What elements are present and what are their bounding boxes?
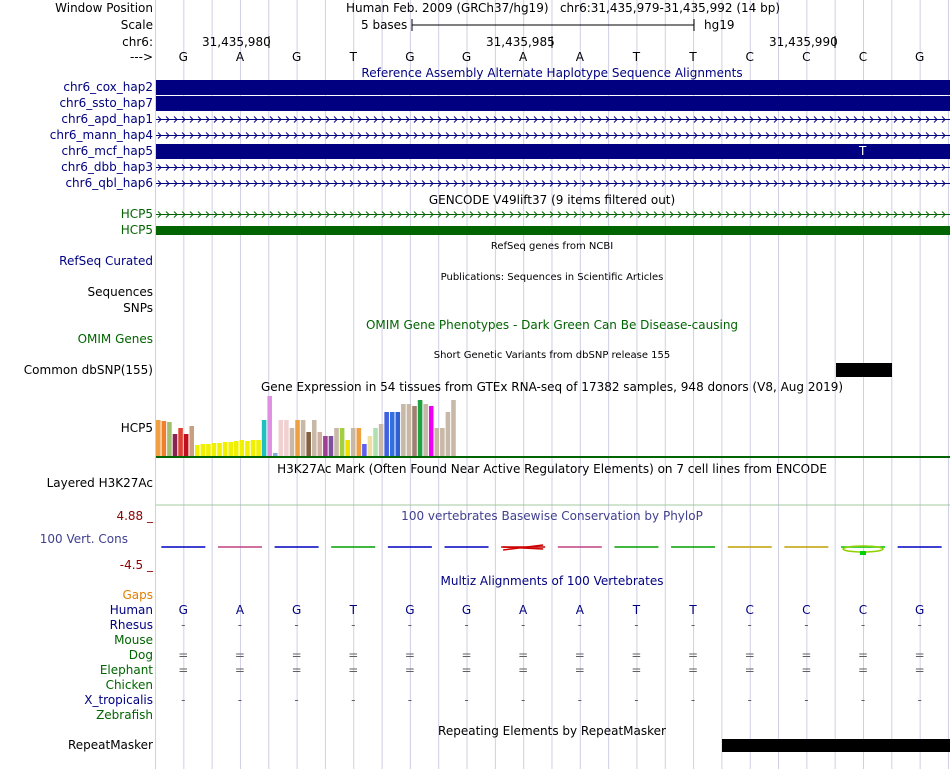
alignment-base: = bbox=[744, 663, 755, 677]
alignment-base: = bbox=[744, 648, 755, 662]
gtex-tissue-bar bbox=[412, 406, 417, 456]
reference-base: G bbox=[178, 50, 188, 64]
reference-base: G bbox=[405, 50, 415, 64]
alignment-base: C bbox=[802, 603, 811, 617]
alignment-base: - bbox=[634, 618, 639, 632]
alignment-base: = bbox=[914, 663, 925, 677]
alignment-base: - bbox=[804, 618, 809, 632]
gtex-tissue-bar bbox=[267, 396, 272, 456]
species-label-x-tropicalis[interactable]: X_tropicalis bbox=[84, 693, 153, 707]
gtex-tissue-bar bbox=[407, 404, 412, 456]
gtex-tissue-bar bbox=[440, 428, 445, 456]
gtex-tissue-bar bbox=[206, 444, 211, 456]
gtex-tissue-bar bbox=[189, 426, 194, 456]
alignment-base: = bbox=[291, 663, 302, 677]
gtex-tissue-bar bbox=[195, 445, 200, 456]
alignment-base: = bbox=[178, 663, 189, 677]
track-label-snps[interactable]: SNPs bbox=[123, 301, 153, 315]
gtex-tissue-bar bbox=[396, 412, 401, 456]
gtex-tissue-bar bbox=[357, 428, 362, 456]
track-label-hcp5-gene[interactable]: HCP5 bbox=[120, 223, 153, 237]
alignment-base: G bbox=[461, 603, 472, 617]
track-label-chr6-mcf-hap5[interactable]: chr6_mcf_hap5 bbox=[61, 144, 153, 158]
alignment-base: - bbox=[860, 693, 866, 707]
alignment-base: - bbox=[294, 693, 299, 707]
species-label-elephant[interactable]: Elephant bbox=[99, 663, 153, 677]
omim-track-title: OMIM Gene Phenotypes - Dark Green Can Be Disease-causing bbox=[365, 318, 739, 332]
alignment-base: A bbox=[235, 603, 245, 617]
gtex-tissue-bar bbox=[329, 436, 334, 456]
gtex-track-title: Gene Expression in 54 tissues from GTEx RNA-seq of 17382 samples, 948 donors (V8, Aug 2019) bbox=[260, 380, 844, 394]
alignment-base: G bbox=[291, 603, 302, 617]
alignment-base: - bbox=[407, 618, 413, 632]
reference-base: G bbox=[291, 50, 302, 64]
gtex-tissue-bar bbox=[345, 440, 350, 456]
alignment-base: - bbox=[464, 618, 469, 632]
alignment-base: - bbox=[181, 693, 186, 707]
alignment-base: = bbox=[461, 648, 472, 662]
alignment-base: = bbox=[857, 648, 869, 662]
track-label-omim-genes[interactable]: OMIM Genes bbox=[77, 332, 153, 346]
track-label-refseq-curated[interactable]: RefSeq Curated bbox=[59, 254, 153, 268]
alignment-base: = bbox=[914, 648, 925, 662]
alignment-base: = bbox=[518, 663, 529, 677]
haplotype-alignment-block bbox=[156, 144, 950, 159]
gtex-tissue-bar bbox=[418, 400, 423, 456]
gtex-tissue-bar bbox=[173, 434, 178, 456]
track-label-chr6-cox-hap2[interactable]: chr6_cox_hap2 bbox=[63, 80, 153, 94]
reference-base: T bbox=[349, 50, 357, 64]
gtex-tissue-bar bbox=[245, 441, 250, 456]
track-label-chr6-dbb-hap3[interactable]: chr6_dbb_hap3 bbox=[61, 160, 153, 174]
scale-text: 5 bases bbox=[361, 18, 408, 32]
alignment-base: - bbox=[747, 618, 752, 632]
gtex-tissue-bar bbox=[234, 441, 239, 456]
alignment-base: = bbox=[348, 663, 359, 677]
phylop-score-mark bbox=[860, 551, 866, 555]
refseq-track-title: RefSeq genes from NCBI bbox=[490, 241, 614, 252]
alignment-base: G bbox=[914, 603, 925, 617]
gtex-tissue-bar bbox=[368, 436, 373, 456]
alignment-base: - bbox=[520, 618, 526, 632]
gtex-tissue-bar bbox=[373, 428, 378, 456]
gtex-tissue-bar bbox=[167, 422, 172, 456]
alignment-base: = bbox=[574, 648, 585, 662]
gtex-tissue-bar bbox=[284, 420, 289, 456]
alignment-base: - bbox=[407, 693, 413, 707]
reference-base: G bbox=[914, 50, 925, 64]
gtex-tissue-bar bbox=[228, 442, 233, 456]
gtex-tissue-bar bbox=[323, 436, 328, 456]
alignment-base: = bbox=[348, 648, 359, 662]
track-label-100-vert-cons[interactable]: 100 Vert. Cons bbox=[39, 532, 128, 546]
haplotype-mismatch-base: T bbox=[859, 144, 867, 158]
track-label-repeatmasker[interactable]: RepeatMasker bbox=[67, 738, 153, 752]
gtex-tissue-bar bbox=[223, 442, 228, 456]
gtex-tissue-bar bbox=[240, 440, 245, 456]
scale-label: Scale bbox=[120, 18, 153, 32]
gtex-tissue-bar bbox=[184, 434, 189, 456]
alignment-base: = bbox=[178, 648, 189, 662]
gtex-tissue-bar bbox=[362, 444, 367, 456]
alignment-base: = bbox=[631, 648, 642, 662]
strand-arrow-label: ---> bbox=[129, 50, 153, 64]
gtex-tissue-bar bbox=[435, 428, 440, 456]
alignment-base: - bbox=[690, 618, 696, 632]
gtex-tissue-bar bbox=[262, 420, 267, 456]
alignment-base: - bbox=[294, 618, 299, 632]
species-label-zebrafish[interactable]: Zebrafish bbox=[96, 708, 153, 722]
multiz-track-title: Multiz Alignments of 100 Vertebrates bbox=[440, 574, 664, 588]
track-label-common-dbsnp[interactable]: Common dbSNP(155) bbox=[23, 363, 153, 377]
gtex-tissue-bar bbox=[312, 420, 317, 456]
gtex-tissue-bar bbox=[429, 406, 434, 456]
species-label-chicken[interactable]: Chicken bbox=[105, 678, 153, 692]
alignment-base: = bbox=[688, 663, 699, 677]
gtex-tissue-bar bbox=[351, 428, 356, 456]
track-label-hcp5-transcript[interactable]: HCP5 bbox=[120, 207, 153, 221]
alignment-base: = bbox=[801, 663, 812, 677]
gtex-tissue-bar bbox=[201, 444, 206, 456]
alignment-base: - bbox=[237, 693, 243, 707]
alignment-base: = bbox=[234, 663, 245, 677]
alignment-base: - bbox=[577, 693, 582, 707]
reference-base: A bbox=[519, 50, 528, 64]
gtex-tissue-bar bbox=[401, 404, 406, 456]
gencode-track-title: GENCODE V49lift37 (9 items filtered out) bbox=[428, 193, 676, 207]
publications-track-title: Publications: Sequences in Scientific Articles bbox=[440, 272, 664, 283]
reference-base: C bbox=[802, 50, 811, 64]
track-label-chr6-apd-hap1[interactable]: chr6_apd_hap1 bbox=[61, 112, 153, 126]
h3k27ac-track-title: H3K27Ac Mark (Often Found Near Active Regulatory Elements) on 7 cell lines from ENCODE bbox=[277, 462, 827, 476]
alignment-base: - bbox=[181, 618, 186, 632]
coordinate-label: 31,435,990 bbox=[769, 35, 838, 49]
alignment-base: G bbox=[405, 603, 415, 617]
alignment-base: - bbox=[237, 618, 243, 632]
alignment-base: A bbox=[519, 603, 528, 617]
gtex-tissue-bar bbox=[340, 428, 345, 456]
track-label-gaps[interactable]: Gaps bbox=[122, 588, 153, 602]
alignment-base: = bbox=[291, 648, 302, 662]
track-label-chr6-qbl-hap6[interactable]: chr6_qbl_hap6 bbox=[65, 176, 153, 190]
alignment-base: - bbox=[351, 693, 356, 707]
alignment-base: T bbox=[632, 603, 641, 617]
gtex-tissue-bar bbox=[423, 404, 428, 456]
alignment-base: - bbox=[520, 693, 526, 707]
haplotype-track-title: Reference Assembly Alternate Haplotype Sequence Alignments bbox=[361, 66, 743, 80]
gtex-tissue-bar bbox=[162, 421, 167, 456]
species-label-rhesus[interactable]: Rhesus bbox=[109, 618, 153, 632]
scale-assembly: hg19 bbox=[704, 18, 735, 32]
alignment-base: - bbox=[917, 618, 922, 632]
chr-label: chr6: bbox=[122, 35, 153, 49]
track-label-chr6-mann-hap4[interactable]: chr6_mann_hap4 bbox=[49, 128, 153, 142]
gtex-tissue-bar bbox=[379, 424, 384, 456]
gtex-tissue-bar bbox=[290, 428, 295, 456]
alignment-base: = bbox=[631, 663, 642, 677]
alignment-base: T bbox=[689, 603, 697, 617]
gtex-tissue-bar bbox=[318, 432, 323, 456]
gtex-tissue-bar bbox=[273, 453, 278, 456]
phylop-track-title: 100 vertebrates Basewise Conservation by PhyloP bbox=[401, 509, 703, 523]
alignment-base: - bbox=[747, 693, 752, 707]
reference-base: T bbox=[689, 50, 697, 64]
alignment-base: - bbox=[917, 693, 922, 707]
gtex-tissue-bar bbox=[306, 432, 311, 456]
alignment-base: = bbox=[461, 663, 472, 677]
gtex-tissue-bar bbox=[390, 412, 395, 456]
gtex-tissue-bar bbox=[251, 440, 256, 456]
gtex-tissue-bar bbox=[178, 428, 183, 456]
alignment-base: C bbox=[745, 603, 754, 617]
reference-base: A bbox=[235, 50, 245, 64]
window-position-label: Window Position bbox=[55, 1, 153, 15]
track-label-chr6-ssto-hap7[interactable]: chr6_ssto_hap7 bbox=[59, 96, 153, 110]
window-position-value: Human Feb. 2009 (GRCh37/hg19) chr6:31,435,979-31,435,992 (14 bp) bbox=[346, 1, 781, 15]
alignment-base: G bbox=[178, 603, 188, 617]
alignment-base: - bbox=[804, 693, 809, 707]
gtex-tissue-bar bbox=[295, 420, 300, 456]
alignment-base: - bbox=[690, 693, 696, 707]
coordinate-label: 31,435,985 bbox=[486, 35, 555, 49]
reference-base: G bbox=[461, 50, 472, 64]
haplotype-alignment-block bbox=[156, 80, 950, 95]
reference-base: C bbox=[858, 50, 868, 64]
dbsnp-track-title: Short Genetic Variants from dbSNP release 155 bbox=[433, 350, 671, 361]
reference-base: T bbox=[632, 50, 641, 64]
coordinate-label: 31,435,980 bbox=[202, 35, 271, 49]
alignment-base: = bbox=[404, 648, 415, 662]
track-label-sequences[interactable]: Sequences bbox=[87, 285, 153, 299]
alignment-base: - bbox=[634, 693, 639, 707]
gtex-tissue-bar bbox=[384, 412, 389, 456]
alignment-base: - bbox=[577, 618, 582, 632]
gtex-tissue-bar bbox=[301, 420, 306, 456]
gtex-tissue-bar bbox=[279, 420, 284, 456]
alignment-base: = bbox=[404, 663, 415, 677]
alignment-base: = bbox=[801, 648, 812, 662]
species-label-dog[interactable]: Dog bbox=[128, 648, 153, 662]
gtex-tissue-bar bbox=[217, 443, 222, 456]
gtex-tissue-bar bbox=[451, 400, 456, 456]
gtex-tissue-bar bbox=[446, 412, 451, 456]
gtex-tissue-bar bbox=[156, 420, 161, 456]
reference-base: C bbox=[745, 50, 754, 64]
gtex-tissue-bar bbox=[256, 440, 261, 456]
gencode-gene-block bbox=[156, 226, 950, 235]
alignment-base: - bbox=[860, 618, 866, 632]
alignment-base: = bbox=[518, 648, 529, 662]
alignment-base: = bbox=[688, 648, 699, 662]
phylop-max-label: 4.88 _ bbox=[116, 509, 153, 523]
repeatmasker-track-title: Repeating Elements by RepeatMasker bbox=[438, 724, 666, 738]
alignment-base: - bbox=[464, 693, 469, 707]
alignment-base: - bbox=[351, 618, 356, 632]
phylop-min-label: -4.5 _ bbox=[119, 558, 153, 572]
gtex-tissue-bar bbox=[334, 428, 339, 456]
alignment-base: T bbox=[349, 603, 357, 617]
alignment-base: A bbox=[575, 603, 584, 617]
species-label-human[interactable]: Human bbox=[109, 603, 153, 617]
alignment-base: C bbox=[858, 603, 868, 617]
reference-base: A bbox=[575, 50, 584, 64]
alignment-base: = bbox=[574, 663, 585, 677]
alignment-base: = bbox=[234, 648, 245, 662]
haplotype-alignment-block bbox=[156, 96, 950, 111]
track-label-gtex-hcp5[interactable]: HCP5 bbox=[120, 421, 153, 435]
species-label-mouse[interactable]: Mouse bbox=[114, 633, 153, 647]
gtex-tissue-bar bbox=[212, 443, 217, 456]
track-label-layered-h3k27ac[interactable]: Layered H3K27Ac bbox=[46, 476, 153, 490]
alignment-base: = bbox=[857, 663, 869, 677]
